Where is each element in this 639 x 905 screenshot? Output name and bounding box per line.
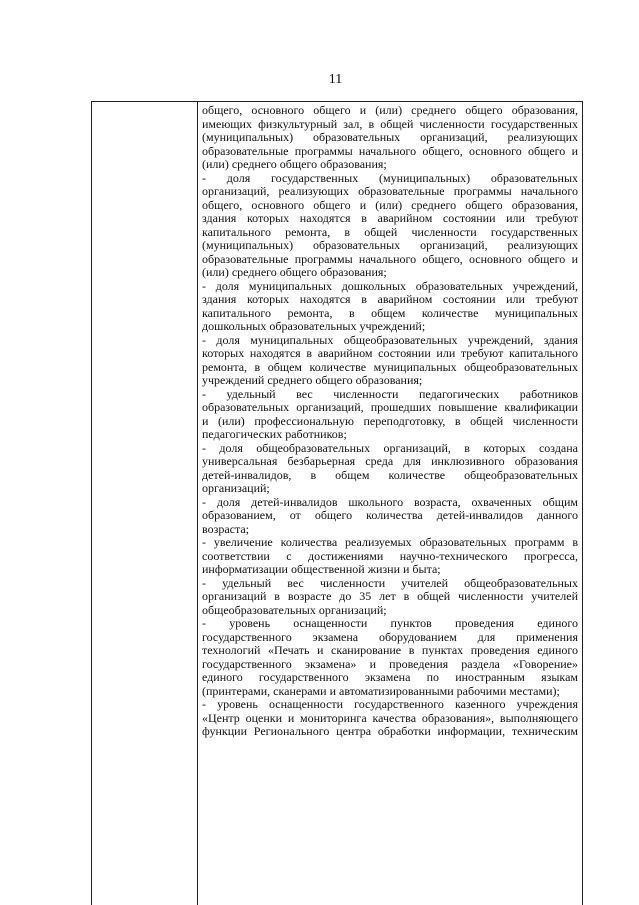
column-divider <box>197 102 198 905</box>
text-line: образовательные программы начального общего, основного общего и <box>202 251 578 266</box>
text-line: - доля муниципальных общеобразовательных учреждений, здания <box>202 332 578 347</box>
text-line: детей-инвалидов, в общем количестве общеобразовательных <box>202 467 578 482</box>
text-line: (муниципальных) образовательных организаций, реализующих <box>202 130 578 144</box>
text-line: - доля муниципальных дошкольных образовательных учреждений, <box>202 278 578 293</box>
text-line: государственного экзамена оборудованием для применения <box>202 629 578 644</box>
text-line: организаций, реализующих образовательные программы начального <box>202 184 578 198</box>
text-line: которых находятся в аварийном состоянии или требуют капитального <box>202 346 578 360</box>
text-line: - удельный вес численности учителей общеобразовательных <box>202 575 578 590</box>
text-line: функции Регионального центра обработки информации, техническим <box>202 724 578 738</box>
text-line: единого государственного экзамена по иностранным языкам <box>202 670 578 684</box>
text-line: (или) среднего общего образования; <box>202 157 387 171</box>
text-line: соответствии с достижениями научно-технического прогресса, <box>202 548 578 563</box>
text-line: здания которых находятся в аварийном состоянии или требуют <box>202 292 578 306</box>
text-line: - уровень оснащенности государственного казенного учреждения <box>202 697 578 711</box>
text-line: организаций в возрасте до 35 лет в общей численности учителей <box>202 589 578 603</box>
text-line: технологий «Печать и сканирование в пунктах проведения единого <box>202 643 578 657</box>
text-line: образовательных организаций, прошедших повышение квалификации <box>202 400 578 414</box>
text-line: (или) среднего общего образования; <box>202 265 387 279</box>
text-line: ремонта, в общем количестве муниципальных общеобразовательных <box>202 359 578 374</box>
text-line: общего, основного общего и (или) среднего общего образования, <box>202 103 578 117</box>
text-line: капитального ремонта, в общей численности государственных <box>202 224 578 239</box>
text-line: информатизации общественной жизни и быта; <box>202 562 441 576</box>
text-line: педагогических работников; <box>202 427 347 441</box>
text-line: образовательные программы начального общего, основного общего и <box>202 143 578 158</box>
text-line: - доля общеобразовательных организаций, в которых создана <box>202 440 578 455</box>
right-column-cell <box>202 104 578 739</box>
text-line: - удельный вес численности педагогических работников <box>202 386 578 401</box>
text-line: (муниципальных) образовательных организаций, реализующих <box>202 238 578 252</box>
text-line: - доля детей-инвалидов школьного возраста, охваченных общим <box>202 494 578 509</box>
text-line: организаций; <box>202 481 270 495</box>
text-line: - доля государственных (муниципальных) образовательных <box>202 170 578 185</box>
text-line: - увеличение количества реализуемых образовательных программ в <box>202 535 578 549</box>
document-table <box>91 101 583 905</box>
text-line: общеобразовательных организаций; <box>202 602 387 617</box>
text-line: имеющих физкультурный зал, в общей численности государственных <box>202 116 578 131</box>
text-line: универсальная безбарьерная среда для инклюзивного образования <box>202 454 578 468</box>
text-line: «Центр оценки и мониторинга качества образования», выполняющего <box>202 710 578 725</box>
text-line: (принтерами, сканерами и автоматизированными рабочими местами); <box>202 683 560 698</box>
text-line: здания которых находятся в аварийном состоянии или требуют <box>202 211 578 225</box>
text-line: общего, основного общего и (или) среднего общего образования, <box>202 197 578 212</box>
text-line: - уровень оснащенности пунктов проведения единого <box>202 616 578 630</box>
text-line: возраста; <box>202 521 250 536</box>
text-line: и (или) профессиональную переподготовку, в общей численности <box>202 413 578 428</box>
text-line: дошкольных образовательных учреждений; <box>202 319 426 333</box>
page-number: 11 <box>328 72 343 87</box>
text-line: государственного экзамена» и проведения раздела «Говорение» <box>202 656 578 671</box>
text-line: капитального ремонта, в общем количестве муниципальных <box>202 305 578 320</box>
text-line: учреждений среднего общего образования; <box>202 373 423 387</box>
text-line: образованием, от общего количества детей-инвалидов данного <box>202 508 578 522</box>
